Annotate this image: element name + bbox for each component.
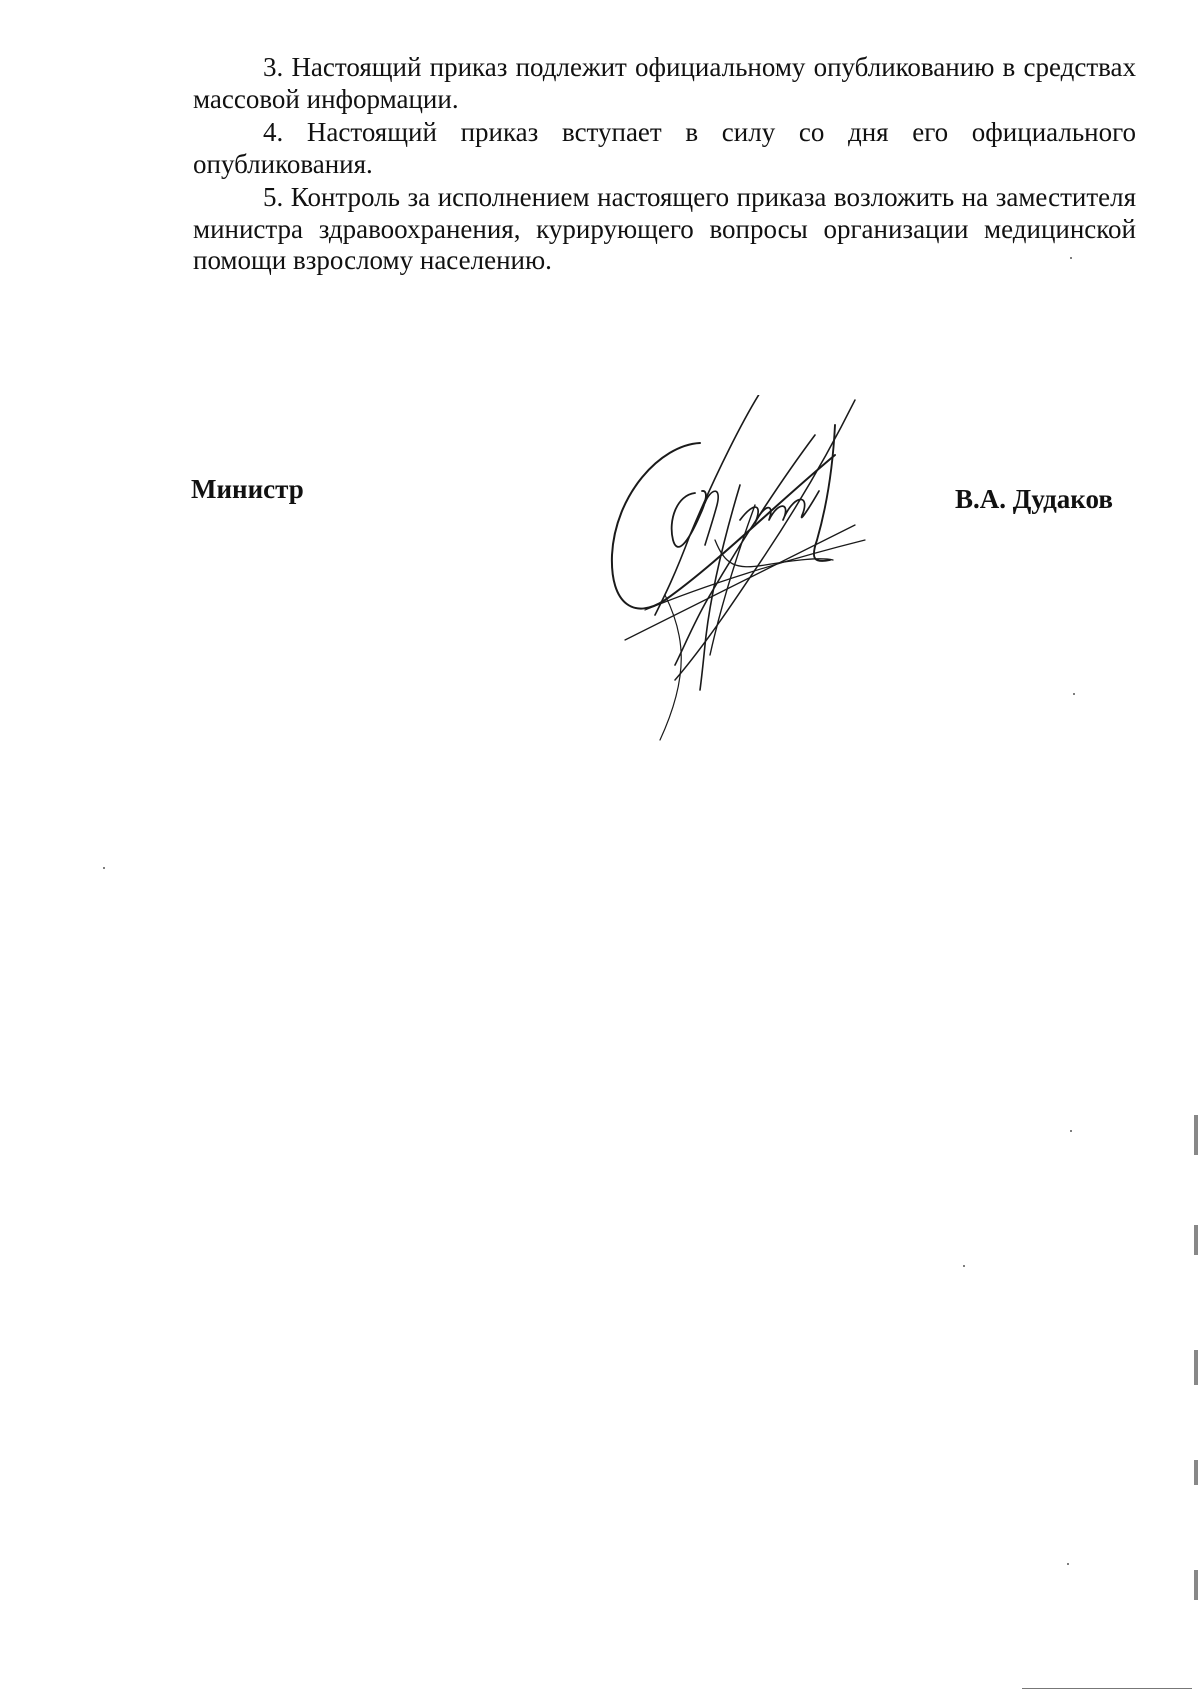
scan-speck [1067,1563,1069,1565]
scan-speck [103,867,105,869]
scan-edge-mark [1194,1350,1198,1385]
paragraph-5: 5. Контроль за исполнением настоящего приказа возложить на заместителя министра здравоохранения, курирующего вопросы организации медицинской помощи взрослому населению. [193,182,1136,275]
signer-name: В.А. Дудаков [955,484,1113,514]
document-body [193,52,1136,279]
scan-speck [963,1265,965,1267]
handwritten-signature [605,395,905,745]
scan-edge-mark [1194,1115,1198,1155]
scan-edge-mark [1194,1225,1198,1255]
scan-bottom-edge [1022,1688,1192,1689]
paragraph-3: 3. Настоящий приказ подлежит официальному опубликованию в средствах массовой информации. [193,52,1136,114]
scan-edge-mark [1194,1570,1198,1600]
scan-edge-mark [1194,1460,1198,1485]
paragraph-4: 4. Настоящий приказ вступает в силу со дня его официального опубликования. [193,117,1136,179]
scan-speck [1070,1130,1072,1132]
signer-role: Министр [191,474,304,504]
scan-speck [1073,693,1075,695]
scan-speck [1070,257,1072,259]
